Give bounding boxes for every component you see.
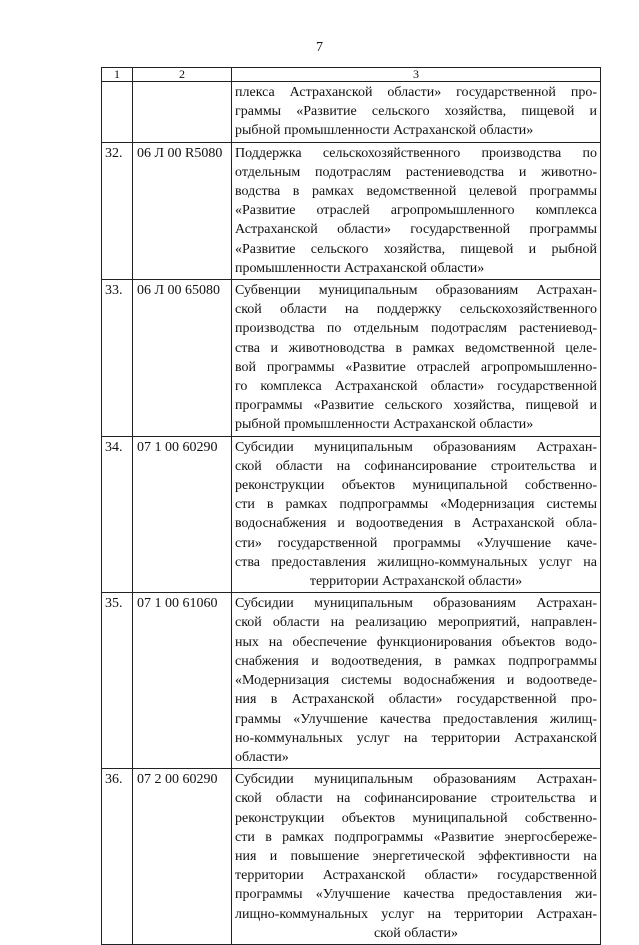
description-line: Субсидии муниципальным образованиям Астрахан- [235, 772, 597, 788]
description-line: плекса Астраханской области» государственной про- [235, 85, 597, 100]
description-line: «Развитие сельского хозяйства, пищевой и рыбной [235, 241, 597, 257]
description-line: программы «Улучшение качества предоставления жи- [235, 887, 597, 903]
description-line: Поддержка сельскохозяйственного производства по [235, 145, 597, 161]
description-line: сти в рамках подпрограммы «Развитие энергосбереже- [235, 829, 597, 845]
description-line: ния в Астраханской области» государственной про- [235, 692, 597, 708]
description-line: Субвенции муниципальным образованиям Астрахан- [235, 283, 597, 299]
table-row [102, 593, 601, 769]
description-line: ской области на реализацию мероприятий, направлен- [235, 615, 597, 631]
description-line: вой программы «Развитие отраслей агропромышленно- [235, 359, 597, 375]
row-code-cell: 07 1 00 61060 [133, 593, 232, 769]
description-line: отдельным подотраслям растениеводства и животно- [235, 164, 597, 180]
table-row-continuation [102, 82, 601, 143]
description-line: территории Астраханской области» [309, 574, 523, 590]
description-line: Астраханской области» государственной программы [235, 222, 597, 238]
row-number-cell: 34. [102, 436, 133, 593]
table-row [102, 436, 601, 593]
description-line: но-коммунальных услуг на территории Астраханской [235, 730, 597, 746]
description-line: промышленности Астраханской области» [235, 260, 485, 276]
column-header-number: 1 [102, 68, 133, 82]
row-code-cell: 07 2 00 60290 [133, 769, 232, 945]
description-line: го комплекса Астраханской области» государственной [235, 379, 597, 395]
row-number-cell: 36. [102, 769, 133, 945]
page-number: 7 [316, 40, 323, 55]
table-row [102, 769, 601, 945]
description-line: водства в рамках ведомственной целевой программы [235, 184, 597, 200]
column-header-description: 3 [232, 68, 601, 82]
description-line: ства и животноводства в рамках ведомственной целе- [235, 340, 597, 356]
description-line: ных на обеспечение функционирования объектов водо- [235, 634, 597, 650]
description-line: Субсидии муниципальным образованиям Астрахан- [235, 439, 597, 455]
row-number-cell: 32. [102, 142, 133, 279]
row-description-cell [232, 280, 601, 437]
description-line: сти» государственной программы «Улучшение каче- [235, 535, 597, 551]
row-code-cell: 06 Л 00 R5080 [133, 142, 232, 279]
table-row [102, 280, 601, 437]
description-line: Субсидии муниципальным образованиям Астрахан- [235, 596, 597, 612]
description-line: водоснабжения и водоотведения в Астраханской обла- [235, 516, 597, 532]
description-line: ния и повышение энергетической эффективности на [235, 848, 597, 864]
description-line: сти в рамках подпрограммы «Модернизация системы [235, 497, 597, 513]
description-line: «Модернизация системы водоснабжения и водоотведе- [235, 673, 597, 689]
row-description-cell [232, 593, 601, 769]
description-line: ской области на софинансирование строительства и [235, 791, 597, 807]
description-line: области» [235, 749, 289, 765]
description-line: рыбной промышленности Астраханской области» [235, 123, 534, 139]
row-number-cell: 35. [102, 593, 133, 769]
row-number-cell: 33. [102, 280, 133, 437]
description-line: ской области на софинансирование строительства и [235, 458, 597, 474]
description-line: ской области на поддержку сельскохозяйственного [235, 302, 597, 318]
description-line: рыбной промышленности Астраханской области» [235, 417, 534, 433]
row-code-cell: 07 1 00 60290 [133, 436, 232, 593]
column-header-code: 2 [133, 68, 232, 82]
row-description-cell [232, 82, 601, 143]
row-code-cell: 06 Л 00 65080 [133, 280, 232, 437]
table-header-row [102, 68, 601, 82]
description-line: реконструкции объектов муниципальной собственно- [235, 810, 597, 826]
description-line: реконструкции объектов муниципальной собственно- [235, 478, 597, 494]
row-description-cell [232, 142, 601, 279]
table-body [102, 82, 601, 945]
description-line: снабжения и водоотведения, в рамках подпрограммы [235, 653, 597, 669]
row-description-cell [232, 769, 601, 945]
description-line: граммы «Улучшение качества предоставления жилищ- [235, 711, 597, 727]
budget-classification-table [101, 67, 601, 945]
row-number-cell [102, 82, 133, 143]
description-line: производства по отдельным подотраслям растениевод- [235, 321, 597, 337]
description-line: ской области» [373, 925, 459, 941]
table-row [102, 142, 601, 279]
description-line: «Развитие отраслей агропромышленного комплекса [235, 203, 597, 219]
description-line: граммы «Развитие сельского хозяйства, пищевой и [235, 104, 597, 120]
row-code-cell [133, 82, 232, 143]
row-description-cell [232, 436, 601, 593]
description-line: территории Астраханской области» государственной [235, 868, 597, 884]
description-line: лищно-коммунальных услуг на территории Астрахан- [235, 906, 597, 922]
description-line: программы «Развитие сельского хозяйства, пищевой и [235, 398, 597, 414]
description-line: ства предоставления жилищно-коммунальных услуг на [235, 554, 597, 570]
